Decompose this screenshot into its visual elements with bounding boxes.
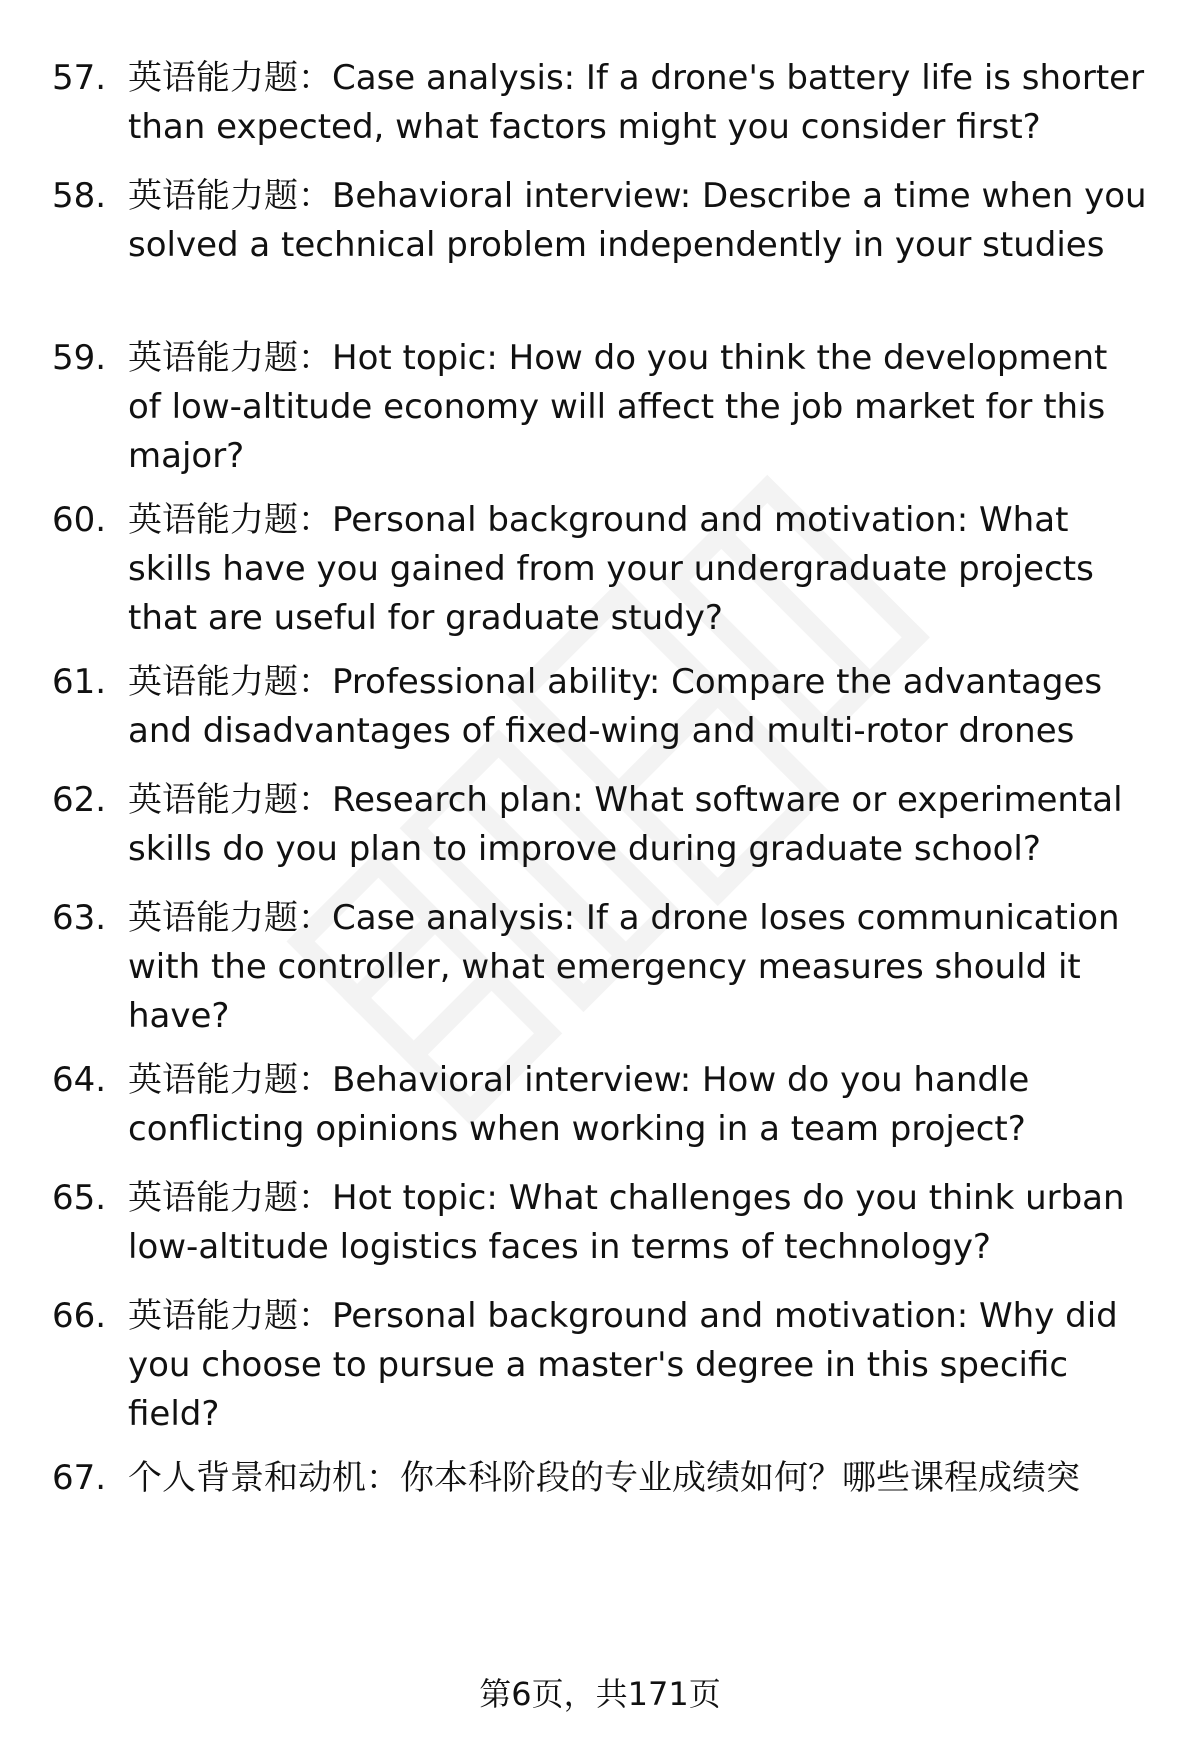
question-text: 英语能力题：Personal background and motivation: Why did you choose to pursue a master's degree in this specific field? <box>128 1296 1118 1434</box>
question-number: 58. <box>52 176 107 216</box>
question-number: 67. <box>52 1458 107 1498</box>
question-text: 英语能力题：Hot topic: What challenges do you think urban low-altitude logistics faces in terms of technology? <box>128 1178 1125 1267</box>
question-item <box>0 334 1200 481</box>
question-item <box>0 172 1200 270</box>
question-item <box>0 54 1200 152</box>
question-number: 57. <box>52 58 107 98</box>
question-text: 英语能力题：Case analysis: If a drone's battery life is shorter than expected, what factors might you consider first? <box>128 58 1145 147</box>
page-indicator: 第6页，共171页 <box>479 1675 721 1713</box>
question-number: 60. <box>52 500 107 540</box>
question-item <box>0 1174 1200 1272</box>
question-item <box>0 658 1200 756</box>
question-number: 65. <box>52 1178 107 1218</box>
question-number: 66. <box>52 1296 107 1336</box>
question-text: 英语能力题：Professional ability: Compare the advantages and disadvantages of fixed-wing and multi-rotor drones <box>128 662 1103 751</box>
question-item <box>0 496 1200 643</box>
question-number: 64. <box>52 1060 107 1100</box>
question-item <box>0 1292 1200 1439</box>
question-item <box>0 1056 1200 1154</box>
question-text: 英语能力题：Personal background and motivation: What skills have you gained from your undergraduate projects that are useful for graduate study? <box>128 500 1094 638</box>
question-text: 个人背景和动机：你本科阶段的专业成绩如何？哪些课程成绩突 <box>128 1458 1080 1498</box>
question-text: 英语能力题：Behavioral interview: Describe a time when you solved a technical problem independently in your studies <box>128 176 1147 265</box>
question-number: 62. <box>52 780 107 820</box>
question-text: 英语能力题：Research plan: What software or experimental skills do you plan to improve during graduate school? <box>128 780 1123 869</box>
question-item <box>0 894 1200 1041</box>
question-text: 英语能力题：Hot topic: How do you think the development of low-altitude economy will affect the job market for this major? <box>128 338 1108 476</box>
question-text: 英语能力题：Case analysis: If a drone loses communication with the controller, what emergency measures should it have? <box>128 898 1120 1036</box>
question-number: 63. <box>52 898 107 938</box>
question-number: 59. <box>52 338 107 378</box>
question-number: 61. <box>52 662 107 702</box>
question-text: 英语能力题：Behavioral interview: How do you handle conflicting opinions when working in a team project? <box>128 1060 1030 1149</box>
question-item <box>0 1454 1200 1503</box>
question-item <box>0 776 1200 874</box>
